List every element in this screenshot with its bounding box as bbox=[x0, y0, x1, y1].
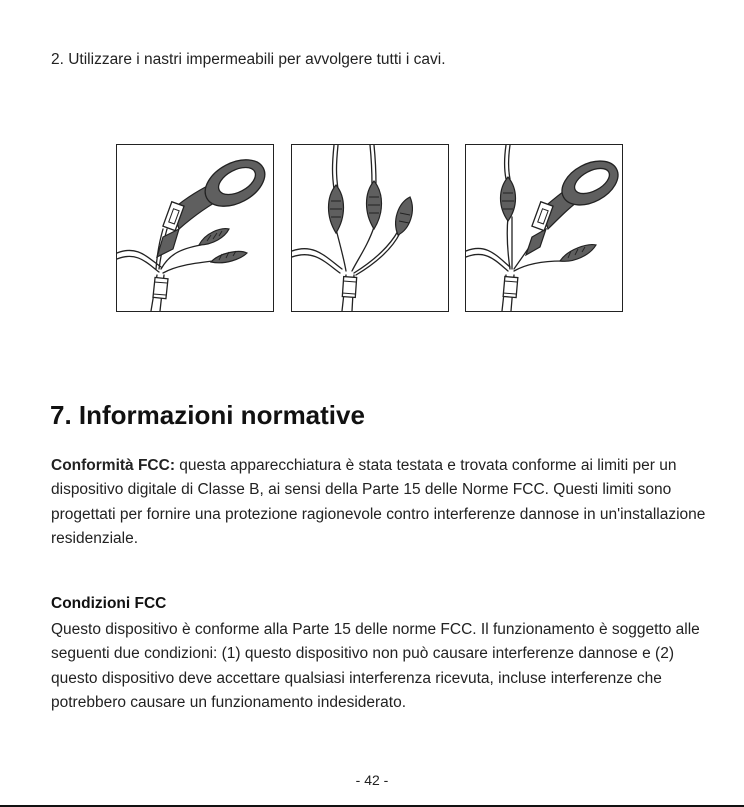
illustration-row bbox=[116, 144, 628, 312]
tape-wrapping-finished-cable-illustration bbox=[466, 145, 622, 311]
fcc-compliance-text: questa apparecchiatura è stata testata e trovata conforme ai limiti per un dispositivo digitale di Classe B, ai sensi della Parte 15 delle Norme FCC. Questi limiti sono progettati per fornire una protezione ragionevole contro interferenze dannose in un'installazione residenziale. bbox=[51, 457, 706, 547]
wrapped-connectors-illustration bbox=[292, 145, 448, 311]
fcc-compliance-paragraph bbox=[51, 454, 711, 551]
section-title: 7. Informazioni normative bbox=[50, 400, 365, 430]
figure-panel-1 bbox=[116, 144, 274, 312]
tape-wrapping-cable-bundle-illustration bbox=[117, 145, 273, 311]
page-number: - 42 - bbox=[355, 772, 389, 788]
fcc-conditions-title: Condizioni FCC bbox=[51, 595, 167, 612]
fcc-compliance-lead: Conformità FCC: bbox=[51, 457, 175, 474]
fcc-conditions-paragraph: Questo dispositivo è conforme alla Parte 15 delle norme FCC. Il funzionamento è soggetto alle seguenti due condizioni: (1) questo dispositivo non può causare interferenze dannose e (2) questo dispositivo deve accettare qualsiasi interferenza ricevuta, incluse interferenze che potrebbero causare un funzionamento indesiderato. bbox=[51, 621, 700, 711]
figure-panel-2 bbox=[291, 144, 449, 312]
step-instruction: 2. Utilizzare i nastri impermeabili per avvolgere tutti i cavi. bbox=[51, 51, 446, 68]
figure-panel-3 bbox=[465, 144, 623, 312]
